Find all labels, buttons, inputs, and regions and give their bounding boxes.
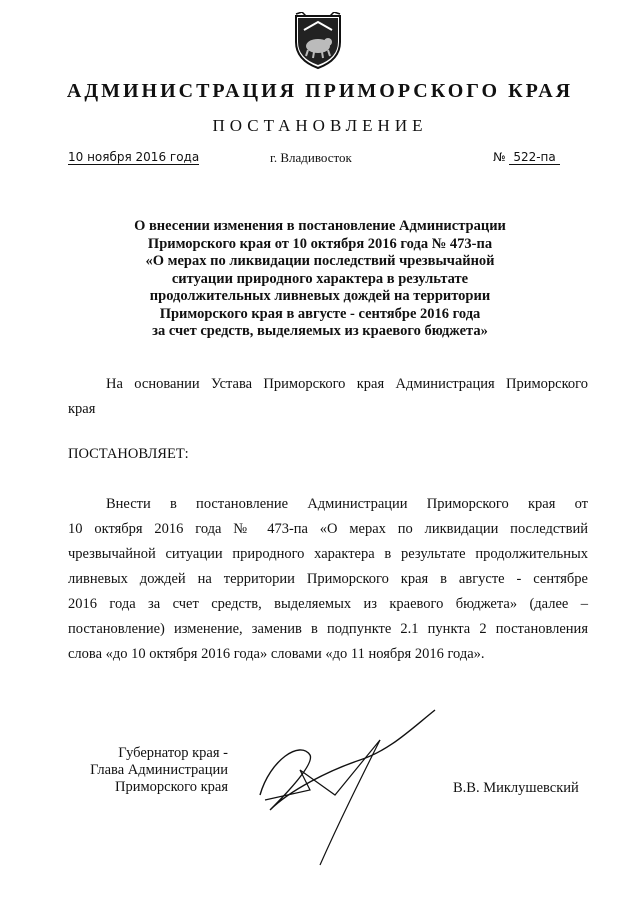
document-city: г. Владивосток	[270, 150, 352, 165]
signatory-name: В.В. Миклушевский	[453, 780, 579, 796]
subject-line: продолжительных ливневых дождей на территории	[149, 288, 491, 304]
resolves-heading: ПОСТАНОВЛЯЕТ:	[68, 446, 189, 462]
subject-line: «О мерах по ликвидации последствий чрезвычайной	[145, 253, 495, 269]
paragraph-line: чрезвычайной ситуации природного характера в результате продолжительных	[68, 546, 588, 562]
paragraph-line: 10 октября 2016 года № 473-па «О мерах по ликвидации последствий	[68, 521, 588, 537]
paragraph-line: Внести в постановление Администрации Приморского края от	[106, 496, 588, 512]
number-value: 522-па	[509, 150, 559, 165]
position-line: Губернатор края -	[118, 745, 228, 761]
subject-line: О внесении изменения в постановление Администрации	[134, 218, 506, 234]
paragraph-line: края	[68, 401, 96, 417]
coat-of-arms-icon	[292, 12, 344, 70]
subject-line: Приморского края от 10 октября 2016 года № 473-па	[147, 235, 493, 252]
paragraph-line: слова «до 10 октября 2016 года» словами «до 11 ноября 2016 года».	[68, 646, 485, 662]
position-line: Глава Администрации	[90, 762, 228, 778]
paragraph-line: 2016 года за счет средств, выделяемых из краевого бюджета» (далее –	[68, 596, 588, 612]
basis-paragraph	[68, 372, 588, 422]
document-date: 10 ноября 2016 года	[68, 150, 200, 164]
number-prefix: №	[493, 150, 506, 164]
subject-line: Приморского края в августе - сентябре 2016 года	[159, 305, 481, 322]
paragraph-line: ливневых дождей на территории Приморского края в августе - сентябре	[68, 571, 588, 587]
document-type: ПОСТАНОВЛЕНИЕ	[212, 116, 428, 135]
subject-line: ситуации природного характера в результате	[171, 270, 469, 287]
document-subject	[100, 218, 540, 341]
decision-paragraph	[68, 492, 588, 667]
organization-title: АДМИНИСТРАЦИЯ ПРИМОРСКОГО КРАЯ	[66, 80, 574, 102]
position-line: Приморского края	[114, 779, 228, 795]
paragraph-line: постановление) изменение, заменив в подпункте 2.1 пункта 2 постановления	[68, 621, 588, 637]
subject-line: за счет средств, выделяемых из краевого бюджета»	[152, 323, 488, 339]
document-number	[493, 150, 560, 164]
paragraph-line: На основании Устава Приморского края Администрация Приморского	[106, 376, 588, 392]
signatory-position	[68, 745, 228, 796]
handwritten-signature	[240, 700, 450, 870]
